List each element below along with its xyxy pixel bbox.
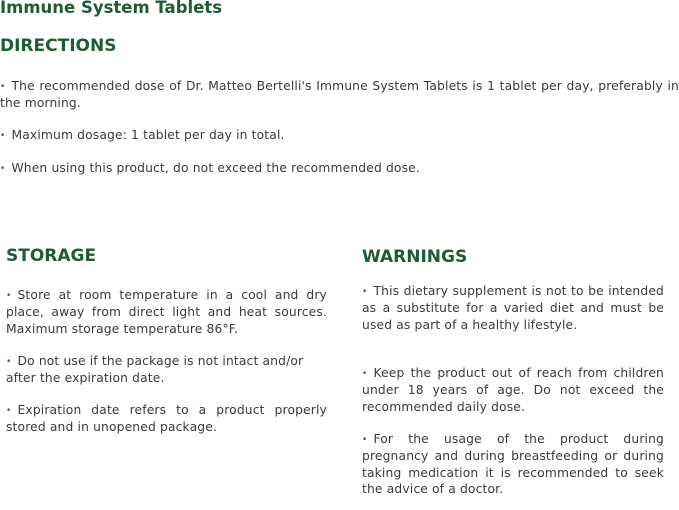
directions-item xyxy=(0,127,679,144)
storage-item xyxy=(6,353,327,387)
warnings-item xyxy=(362,431,664,497)
bullet-icon: • xyxy=(0,164,6,174)
product-title: Immune System Tablets xyxy=(0,0,223,17)
warnings-item xyxy=(362,365,664,415)
directions-item xyxy=(0,160,679,177)
bullet-icon: • xyxy=(0,131,6,141)
storage-heading: STORAGE xyxy=(6,246,97,266)
storage-item xyxy=(6,287,327,337)
bullet-icon: • xyxy=(6,406,12,416)
warnings-item-text: This dietary supplement is not to be intended as a substitute for a varied diet and must be used as part of a healthy lifestyle. xyxy=(362,284,664,332)
bullet-icon: • xyxy=(6,291,12,301)
directions-item-text: Maximum dosage: 1 tablet per day in total. xyxy=(11,128,285,142)
bullet-icon: • xyxy=(362,369,368,379)
warnings-item xyxy=(362,283,664,333)
directions-heading: DIRECTIONS xyxy=(0,36,117,56)
bullet-icon: • xyxy=(0,82,6,92)
directions-item-text: The recommended dose of Dr. Matteo Bertelli's Immune System Tablets is 1 tablet per day, preferably in the morning. xyxy=(0,79,679,111)
warnings-item-text: Keep the product out of reach from children under 18 years of age. Do not exceed the recommended daily dose. xyxy=(362,366,664,414)
storage-item xyxy=(6,402,327,436)
bullet-icon: • xyxy=(362,435,368,445)
storage-item-text: Expiration date refers to a product properly stored and in unopened package. xyxy=(6,403,327,435)
directions-item xyxy=(0,78,679,112)
bullet-icon: • xyxy=(6,357,12,367)
warnings-item-text: For the usage of the product during pregnancy and during breastfeeding or during taking medication it is recommended to seek the advice of a doctor. xyxy=(362,432,664,496)
storage-item-text: Do not use if the package is not intact and/or after the expiration date. xyxy=(6,354,304,386)
warnings-heading: WARNINGS xyxy=(362,247,468,267)
bullet-icon: • xyxy=(362,287,368,297)
storage-item-text: Store at room temperature in a cool and dry place, away from direct light and heat sources. Maximum storage temperature 86°F. xyxy=(6,288,327,336)
directions-item-text: When using this product, do not exceed the recommended dose. xyxy=(11,161,420,175)
